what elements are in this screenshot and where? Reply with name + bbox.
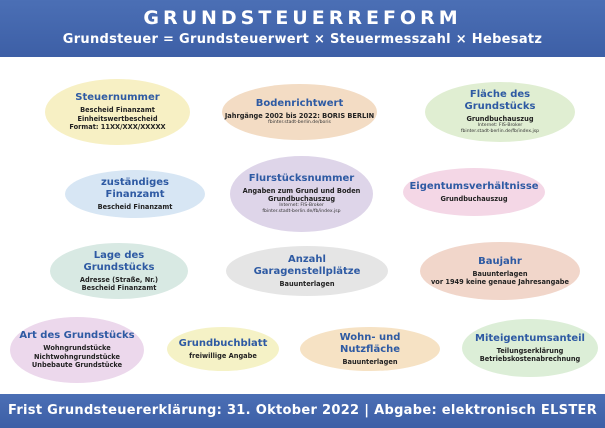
card-line: Adresse (Straße, Nr.)	[79, 275, 159, 284]
card-source-note: fbinter.stadt-berlin.de/fb/index.jsp	[262, 209, 341, 215]
card-line: Grundbuchauszug	[267, 195, 336, 203]
formula-text: Grundsteuer = Grundsteuerwert × Steuermesszahl × Hebesatz	[62, 32, 543, 47]
card-garagenstellplaetze	[226, 246, 388, 296]
card-wohn-nutzflaeche	[300, 327, 440, 371]
card-title: Bodenrichtwert	[255, 97, 344, 109]
card-line: Bauunterlagen	[342, 357, 398, 366]
card-steuernummer	[45, 79, 190, 145]
card-baujahr	[420, 242, 580, 300]
card-title: Wohn- und Nutzfläche	[339, 331, 401, 355]
card-line: Wohngrundstücke	[43, 344, 111, 353]
card-title: zuständiges Finanzamt	[100, 176, 170, 200]
card-title: Baujahr	[478, 255, 522, 267]
card-title: Miteigentumsanteil	[475, 332, 585, 344]
card-line: Grundbuchauszug	[440, 194, 508, 203]
card-title: Flurstücksnummer	[248, 172, 355, 184]
card-title: Art des Grundstücks	[19, 330, 135, 342]
card-line: freiwillige Angabe	[189, 351, 257, 360]
card-title: Steuernummer	[75, 92, 160, 104]
header-banner	[0, 0, 605, 57]
card-lage-grundstueck	[50, 243, 188, 299]
card-title: Grundbuchblatt	[178, 337, 268, 349]
card-bodenrichtwert	[222, 84, 377, 140]
card-line: Unbebaute Grundstücke	[31, 361, 123, 370]
card-flurstuecksnummer	[230, 156, 373, 232]
card-line: Bescheid Finanzamt	[80, 106, 155, 115]
card-line: Teilungserklärung	[496, 346, 564, 355]
card-title: Lage des Grundstücks	[83, 249, 155, 273]
card-line: Grundbuchauszug	[466, 114, 534, 123]
page-title: GRUNDSTEUERREFORM	[143, 7, 462, 29]
card-source-note: Internet: FIS-Broker	[477, 123, 523, 129]
card-line: Bauunterlagen	[472, 269, 528, 278]
card-line: Format: 11XX/XXX/XXXXX	[69, 123, 166, 132]
card-line: Bauunterlagen	[279, 279, 335, 288]
card-title: Fläche des Grundstücks	[464, 88, 536, 112]
card-finanzamt	[65, 170, 205, 218]
card-miteigentumsanteil	[462, 319, 598, 377]
card-flaeche-grundstueck	[425, 82, 575, 142]
card-eigentumsverhaeltnisse	[403, 168, 545, 216]
card-line: Einheitswertbescheid	[77, 114, 158, 123]
card-line: Nichtwohngrundstücke	[34, 352, 120, 361]
card-source-note: Internet: FIS-Broker	[279, 203, 324, 209]
card-grundbuchblatt	[167, 327, 279, 371]
card-title: Anzahl Garagenstellplätze	[253, 253, 361, 277]
card-line: vor 1949 keine genaue Jahresangabe	[431, 278, 569, 286]
card-line: Bescheid Finanzamt	[81, 284, 157, 292]
card-art-grundstueck	[10, 317, 144, 383]
card-source-note: fbinter.stadt-berlin.de/boris	[268, 120, 331, 126]
card-line: Jahrgänge 2002 bis 2022: BORIS BERLIN	[224, 111, 375, 120]
card-title: Eigentumsverhältnisse	[409, 180, 539, 192]
footer-banner: Frist Grundsteuererklärung: 31. Oktober 2022 | Abgabe: elektronisch ELSTER	[0, 394, 605, 428]
card-line: Bescheid Finanzamt	[97, 202, 173, 211]
card-source-note: fbinter.stadt-berlin.de/fb/index.jsp	[460, 129, 540, 135]
card-line: Betriebskostenabrechnung	[479, 355, 581, 363]
card-line: Angaben zum Grund und Boden	[242, 186, 361, 195]
